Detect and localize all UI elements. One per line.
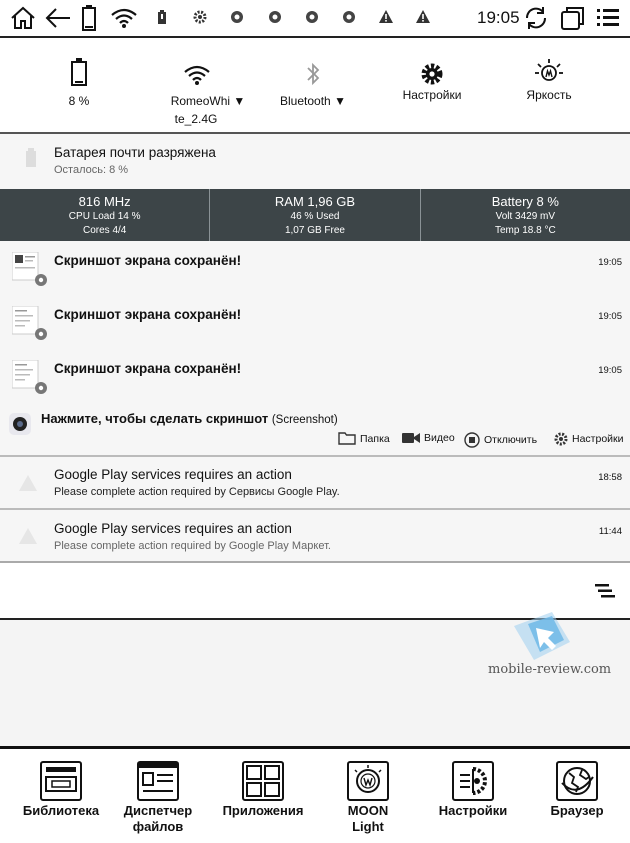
screenshot-tool-title[interactable] <box>41 411 338 426</box>
clear-all-icon[interactable] <box>595 583 615 599</box>
dock-label: MOON <box>347 803 389 818</box>
gplay-notification[interactable] <box>0 510 630 561</box>
quick-settings <box>0 38 630 134</box>
dock <box>0 746 630 843</box>
stop-icon <box>464 432 480 448</box>
gear-icon <box>193 10 207 24</box>
gplay-notification[interactable] <box>0 457 630 508</box>
dock-label: Приложения <box>222 803 304 818</box>
notification-subtitle: Осталось: 8 % <box>54 164 129 176</box>
brightness-icon <box>494 56 604 86</box>
screenshot-title[interactable]: Скриншот экрана сохранён! <box>54 307 242 322</box>
qs-settings[interactable] <box>377 56 487 104</box>
notification-subtitle: Please complete action required by Сервисы Google Play. <box>54 486 340 498</box>
dock-file-manager[interactable] <box>108 761 208 835</box>
cpu-load: CPU Load 14 % <box>68 211 141 222</box>
battery-percent: Battery 8 % <box>491 194 559 209</box>
video-button[interactable] <box>402 432 455 444</box>
chevron-down-icon: ▼ <box>334 94 346 108</box>
watermark-logo-icon <box>512 612 572 662</box>
folder-button[interactable] <box>338 432 390 445</box>
back-icon[interactable] <box>44 6 72 30</box>
aperture-icon <box>268 10 282 24</box>
warning-icon <box>19 528 37 544</box>
status-bar <box>0 0 630 38</box>
chevron-down-icon: ▼ <box>233 94 246 108</box>
notification-title: Google Play services requires an action <box>54 521 292 536</box>
file-manager-icon <box>108 761 208 803</box>
screenshot-tool-app: (Screenshot) <box>271 414 338 426</box>
notification-time: 19:05 <box>598 311 622 322</box>
home-icon[interactable] <box>10 6 36 30</box>
battery-voltage: Volt 3429 mV <box>495 211 556 222</box>
battery-low-icon <box>25 148 37 168</box>
dock-settings[interactable] <box>423 761 523 819</box>
warning-icon <box>416 10 430 23</box>
disable-label: Отключить <box>484 434 538 446</box>
ram-free: 1,07 GB Free <box>284 225 345 236</box>
notification-time: 19:05 <box>598 365 622 376</box>
battery-icon <box>24 56 134 86</box>
screenshot-thumbnail[interactable] <box>12 252 48 286</box>
notification-subtitle: Please complete action required by Google Play Маркет. <box>54 540 331 552</box>
battery-temp: Temp 18.8 °C <box>494 225 556 236</box>
qs-battery-label: 8 % <box>68 94 90 108</box>
notification-time: 11:44 <box>598 526 622 537</box>
cpu-cores: Cores 4/4 <box>82 225 127 236</box>
ram-used: 46 % Used <box>290 211 340 222</box>
folder-label: Папка <box>360 432 390 445</box>
notification-time: 19:05 <box>598 257 622 268</box>
dock-apps[interactable] <box>213 761 313 819</box>
sync-icon[interactable] <box>523 5 549 31</box>
battery-notification[interactable] <box>0 134 630 189</box>
qs-wifi-label: RomeoWhi <box>170 94 231 108</box>
warning-icon <box>19 475 37 491</box>
screenshot-title[interactable]: Скриншот экрана сохранён! <box>54 361 242 376</box>
screenshot-thumbnail[interactable] <box>12 306 48 340</box>
screenshot-settings-label: Настройки <box>572 433 624 445</box>
browser-icon <box>527 761 627 803</box>
system-stats-panel <box>0 189 630 241</box>
qs-brightness[interactable] <box>494 56 604 104</box>
moonlight-icon <box>318 761 418 803</box>
screenshot-app-icon <box>9 413 31 435</box>
qs-bluetooth-label: Bluetooth <box>280 94 331 108</box>
ram-total: RAM 1,96 GB <box>274 194 356 209</box>
notification-title: Google Play services requires an action <box>54 467 292 482</box>
qs-settings-label: Настройки <box>402 88 462 102</box>
qs-wifi-label-2: te_2.4G <box>174 112 218 126</box>
dock-moonlight[interactable] <box>318 761 418 835</box>
battery-icon <box>82 5 96 31</box>
aperture-icon <box>230 10 244 24</box>
clock: 19:05 <box>477 8 520 27</box>
gear-icon <box>377 56 487 86</box>
dock-label: Диспетчер <box>123 803 193 818</box>
cpu-stats <box>0 189 210 241</box>
dock-label: Light <box>352 819 384 834</box>
dock-browser[interactable] <box>527 761 627 819</box>
video-icon <box>402 432 420 444</box>
library-icon <box>11 761 111 803</box>
watermark-text: mobile-review.com <box>488 662 612 677</box>
battery-small-icon <box>158 10 166 24</box>
notification-time: 18:58 <box>598 472 622 483</box>
dock-label: Библиотека <box>22 803 100 818</box>
video-label: Видео <box>424 432 455 444</box>
qs-battery[interactable] <box>24 56 134 110</box>
screenshot-thumbnail[interactable] <box>12 360 48 394</box>
folder-icon <box>338 432 356 445</box>
warning-icon <box>379 10 393 23</box>
dock-library[interactable] <box>11 761 111 819</box>
dock-label: Настройки <box>438 803 508 818</box>
gear-icon <box>554 432 568 446</box>
qs-wifi[interactable] <box>142 56 252 128</box>
screenshot-tool-label: Нажмите, чтобы сделать скриншот <box>41 411 269 426</box>
battery-stats <box>421 189 630 241</box>
qs-bluetooth[interactable] <box>258 56 368 110</box>
screenshot-settings-button[interactable] <box>554 432 624 446</box>
menu-icon[interactable] <box>597 7 619 29</box>
aperture-icon <box>342 10 356 24</box>
wifi-icon <box>142 56 252 86</box>
aperture-icon <box>305 10 319 24</box>
cpu-frequency: 816 MHz <box>78 194 131 209</box>
settings-icon <box>423 761 523 803</box>
disable-button[interactable] <box>464 432 537 448</box>
bluetooth-icon <box>258 56 368 86</box>
ram-stats <box>210 189 420 241</box>
dock-label: файлов <box>132 819 184 834</box>
window-icon[interactable] <box>560 5 586 31</box>
dock-label: Браузер <box>550 803 604 818</box>
screenshot-title[interactable]: Скриншот экрана сохранён! <box>54 253 242 268</box>
apps-grid-icon <box>213 761 313 803</box>
wifi-icon <box>110 7 138 29</box>
notification-title: Батарея почти разряжена <box>54 145 216 160</box>
qs-brightness-label: Яркость <box>526 88 572 102</box>
